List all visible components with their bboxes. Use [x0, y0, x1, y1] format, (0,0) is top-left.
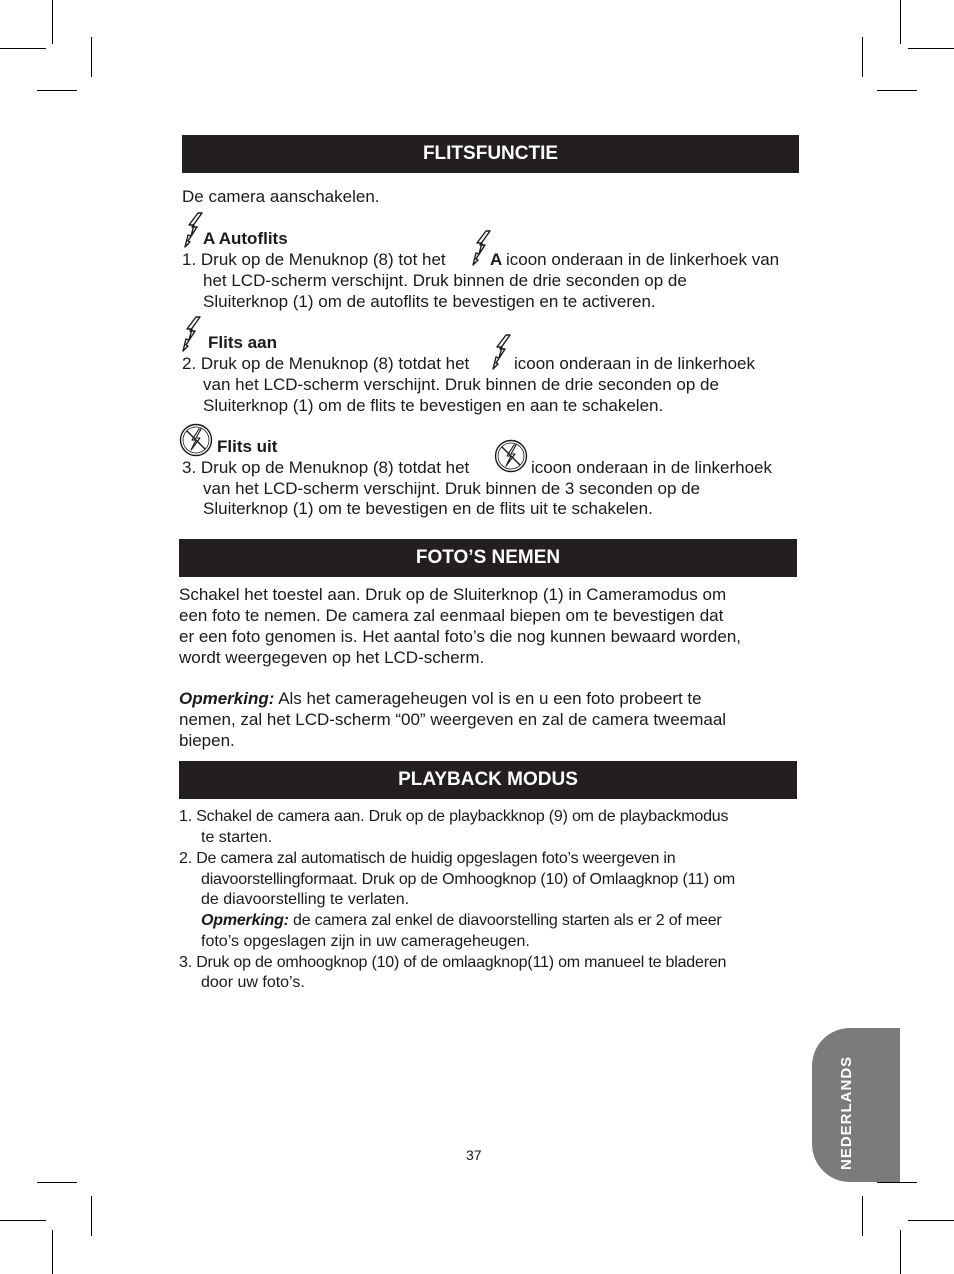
flash-on-icon [490, 333, 516, 371]
crop-mark [862, 37, 863, 77]
flash-off-icon [494, 439, 528, 473]
crop-mark [91, 37, 92, 77]
section-header-flitsfunctie: FLITSFUNCTIE [182, 135, 799, 173]
playback-line9: door uw foto’s. [201, 974, 305, 991]
crop-mark [0, 48, 46, 49]
flash-on-icon [180, 315, 206, 353]
section-header-fotos-nemen: FOTO’S NEMEN [179, 539, 797, 577]
fotos-paragraph-line3: er een foto genomen is. Het aantal foto’s die nog kunnen bewaard worden, [179, 627, 742, 646]
crop-mark [877, 90, 917, 91]
crop-mark [52, 1230, 53, 1274]
page-number: 37 [466, 1147, 482, 1163]
flash-intro: De camera aanschakelen. [182, 187, 380, 206]
crop-mark [862, 1196, 863, 1236]
crop-mark [52, 0, 53, 44]
crop-mark [37, 90, 77, 91]
off-step-line1b: icoon onderaan in de linkerhoek [531, 458, 773, 477]
flash-off-icon [179, 423, 213, 457]
on-step-line3: Sluiterknop (1) om de flits te bevestigen en aan te schakelen. [203, 396, 664, 415]
fotos-note-line2: nemen, zal het LCD-scherm “00” weergeven en zal de camera tweemaal [179, 710, 727, 729]
off-step-line3: Sluiterknop (1) om te bevestigen en de flits uit te schakelen. [203, 499, 653, 518]
auto-step-line1b: A [490, 250, 503, 269]
crop-mark [0, 1220, 46, 1221]
fotos-note-line3: biepen. [179, 731, 235, 750]
crop-mark [900, 0, 901, 44]
language-tab [812, 1028, 900, 1182]
playback-line8: 3. Druk op de omhoogknop (10) of de omlaagknop(11) om manueel te bladeren [179, 954, 727, 971]
crop-mark [877, 1182, 917, 1183]
playback-line5: de diavoorstelling te verlaten. [201, 891, 410, 908]
crop-mark [908, 1220, 954, 1221]
crop-mark [908, 48, 954, 49]
crop-mark [37, 1182, 77, 1183]
auto-step-line1c: icoon onderaan in de linkerhoek van [506, 250, 780, 269]
note-label: Opmerking: [201, 912, 289, 929]
flash-auto-heading: A Autoflits [203, 229, 288, 248]
crop-mark [91, 1196, 92, 1236]
note-label: Opmerking: [179, 689, 275, 708]
crop-mark [900, 1230, 901, 1274]
flash-off-heading: Flits uit [217, 437, 278, 456]
note-text: Als het camerageheugen vol is en u een foto probeert te [274, 689, 702, 708]
playback-line7: foto’s opgeslagen zijn in uw camerageheugen. [201, 933, 530, 950]
fotos-paragraph-line4: wordt weergegeven op het LCD-scherm. [179, 648, 485, 667]
playback-line4: diavoorstellingformaat. Druk op de Omhoogknop (10) of Omlaagknop (11) om [201, 871, 736, 888]
auto-step-line1a: 1. Druk op de Menuknop (8) tot het [182, 250, 446, 269]
on-step-line2: van het LCD-scherm verschijnt. Druk binnen de drie seconden op de [203, 375, 719, 394]
off-step-line2: van het LCD-scherm verschijnt. Druk binnen de 3 seconden op de [203, 479, 701, 498]
fotos-note-line1 [179, 688, 702, 709]
language-tab-label: NEDERLANDS [838, 1055, 855, 1170]
note-text: de camera zal enkel de diavoorstelling starten als er 2 of meer [288, 912, 722, 929]
off-step-line1a: 3. Druk op de Menuknop (8) totdat het [182, 458, 470, 477]
section-header-playback-modus: PLAYBACK MODUS [179, 761, 797, 799]
auto-step-line3: Sluiterknop (1) om de autoflits te bevestigen en te activeren. [203, 292, 656, 311]
on-step-line1b: icoon onderaan in de linkerhoek [514, 354, 756, 373]
playback-line3: 2. De camera zal automatisch de huidig opgeslagen foto’s weergeven in [179, 850, 676, 867]
playback-note-line [201, 910, 722, 931]
on-step-line1a: 2. Druk op de Menuknop (8) totdat het [182, 354, 470, 373]
auto-step-line2: het LCD-scherm verschijnt. Druk binnen de drie seconden op de [203, 271, 687, 290]
playback-line2: te starten. [201, 829, 273, 846]
playback-line1: 1. Schakel de camera aan. Druk op de playbackknop (9) om de playbackmodus [179, 808, 729, 825]
fotos-paragraph-line1: Schakel het toestel aan. Druk op de Sluiterknop (1) in Cameramodus om [179, 585, 727, 604]
fotos-paragraph-line2: een foto te nemen. De camera zal eenmaal biepen om te bevestigen dat [179, 606, 724, 625]
flash-on-heading: Flits aan [208, 333, 277, 352]
